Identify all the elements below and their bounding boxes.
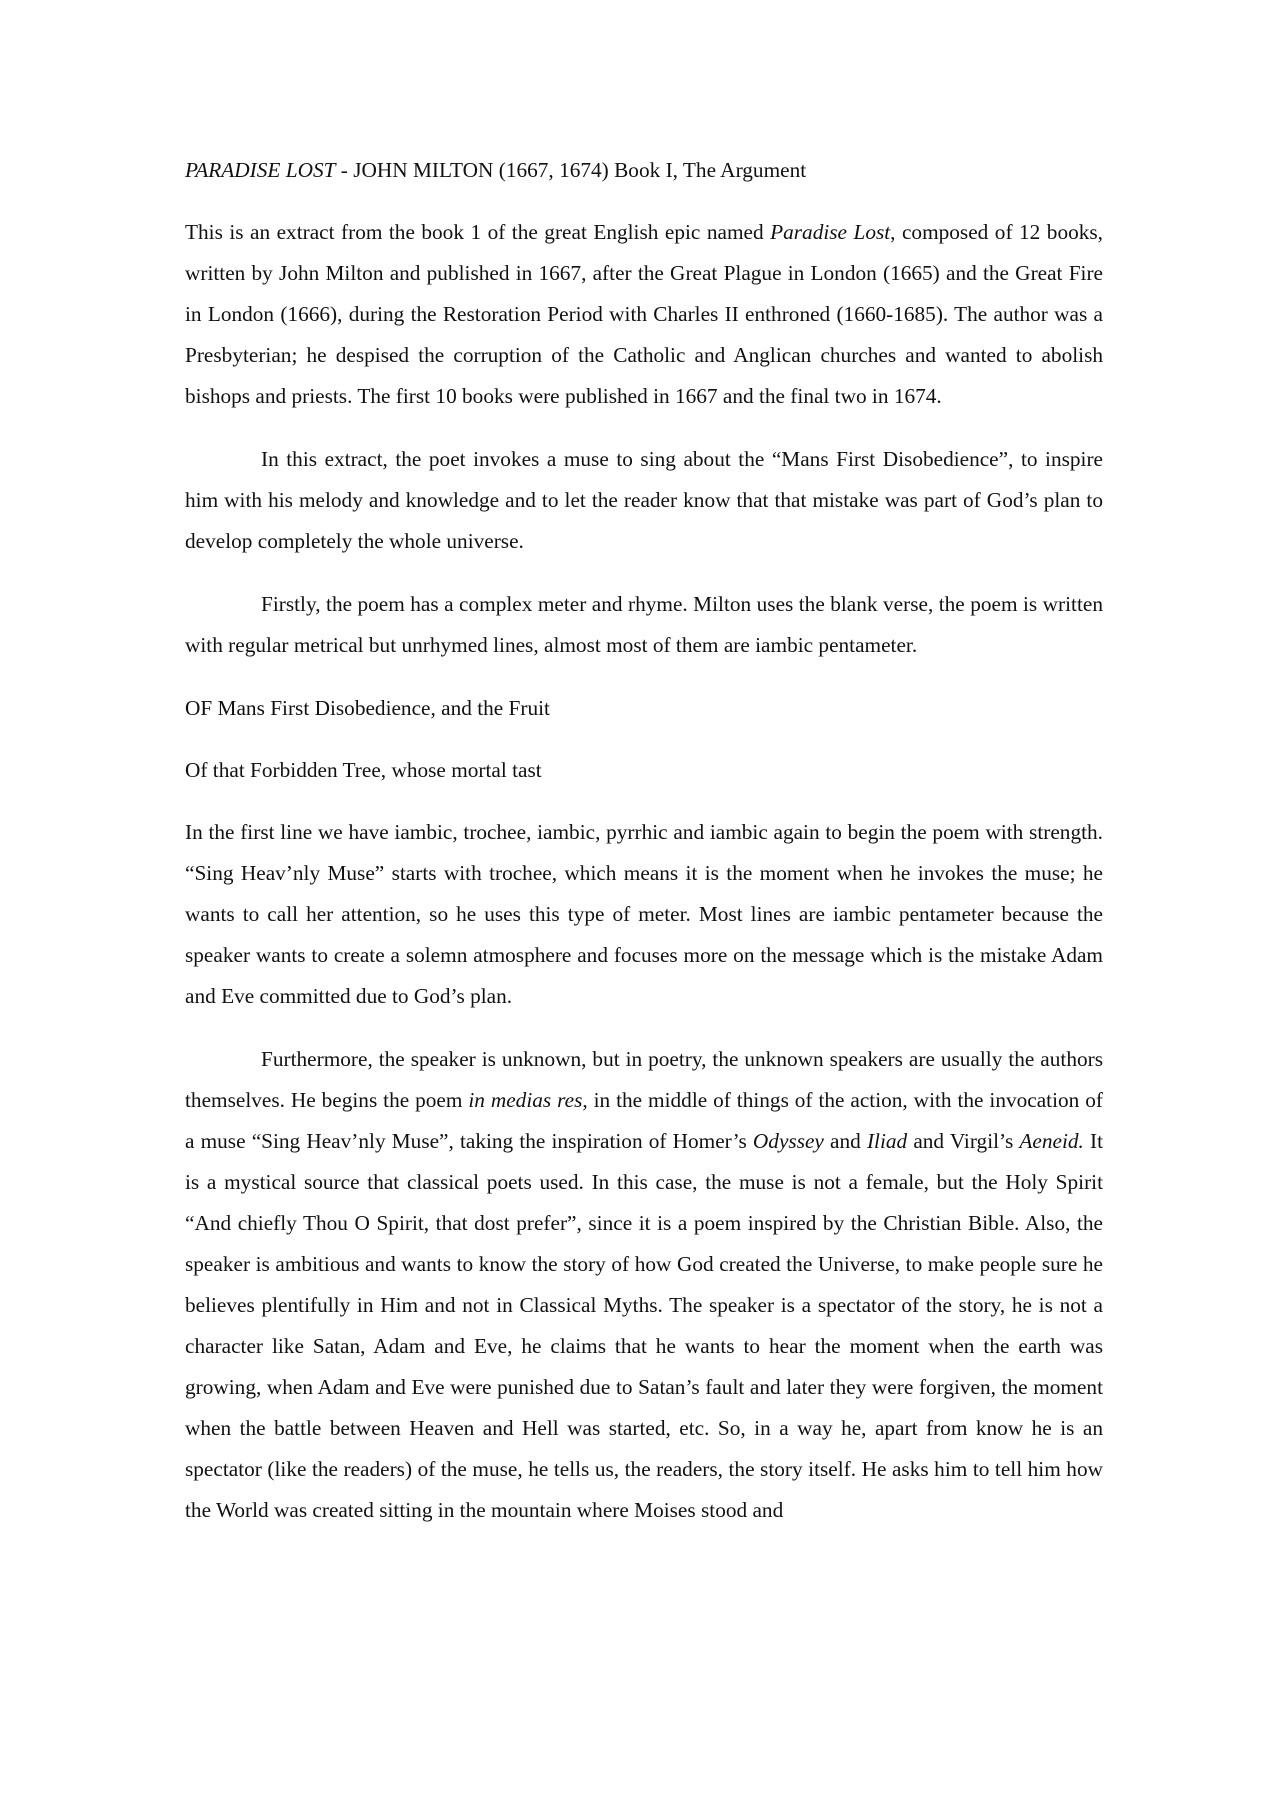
- verse-line-2: Of that Forbidden Tree, whose mortal tast: [185, 758, 542, 782]
- italic-phrase: in medias res: [468, 1088, 583, 1112]
- paragraph-text: , in the middle of things of the action, with the invocation of a muse “Sing Heav’nly Muse”, taking the inspiration of Homer’s: [185, 1088, 1103, 1153]
- italic-work-name: Odyssey: [752, 1129, 824, 1153]
- paragraph-intro: [185, 212, 1103, 417]
- italic-work-name: Paradise Lost: [770, 220, 891, 244]
- paragraph-analysis: In the first line we have iambic, trochee, iambic, pyrrhic and iambic again to begin the poem with strength. “Sing Heav’nly Muse” starts with trochee, which means it is the moment when he invokes the muse; he wants to call her attention, so he uses this type of meter. Most lines are iambic pentameter because the speaker wants to create a solemn atmosphere and focuses more on the message which is the mistake Adam and Eve committed due to God’s plan.: [185, 820, 1103, 1008]
- paragraph-speaker: [185, 1039, 1103, 1531]
- title-rest: - JOHN MILTON (1667, 1674) Book I, The Argument: [335, 158, 807, 182]
- paragraph-invocation: In this extract, the poet invokes a muse to sing about the “Mans First Disobedience”, to inspire him with his melody and knowledge and to let the reader know that that mistake was part of God’s plan to develop completely the whole universe.: [185, 447, 1103, 553]
- italic-work-name: Iliad: [866, 1129, 908, 1153]
- paragraph-text: and Virgil’s: [907, 1129, 1020, 1153]
- paragraph-meter: Firstly, the poem has a complex meter and rhyme. Milton uses the blank verse, the poem is written with regular metrical but unrhymed lines, almost most of them are iambic pentameter.: [185, 592, 1103, 657]
- paragraph-text: It is a mystical source that classical poets used. In this case, the muse is not a female, but the Holy Spirit “And chiefly Thou O Spirit, that dost prefer”, since it is a poem inspired by the Christian Bible. Also, the speaker is ambitious and wants to know the story of how God created the Universe, to make people sure he believes plentifully in Him and not in Classical Myths. The speaker is a spectator of the story, he is not a character like Satan, Adam and Eve, he claims that he wants to hear the moment when the earth was growing, when Adam and Eve were punished due to Satan’s fault and later they were forgiven, the moment when the battle between Heaven and Hell was started, etc. So, in a way he, apart from know he is an spectator (like the readers) of the muse, he tells us, the readers, the story itself. He asks him to tell him how the World was created sitting in the mountain where Moises stood and: [185, 1129, 1103, 1522]
- paragraph-text: This is an extract from the book 1 of the great English epic named: [185, 220, 771, 244]
- verse-line-1: OF Mans First Disobedience, and the Fruit: [185, 696, 550, 720]
- paragraph-text: and: [823, 1129, 867, 1153]
- work-title: PARADISE LOST: [185, 158, 336, 182]
- document-title: [185, 150, 1103, 190]
- paragraph-text: , composed of 12 books, written by John Milton and published in 1667, after the Great Plague in London (1665) and the Great Fire in London (1666), during the Restoration Period with Charles II enthroned (1660-1685). The author was a Presbyterian; he despised the corruption of the Catholic and Anglican churches and wanted to abolish bishops and priests. The first 10 books were published in 1667 and the final two in 1674.: [185, 220, 1104, 408]
- italic-work-name: Aeneid.: [1019, 1129, 1084, 1153]
- paragraph-text: Furthermore, the speaker is unknown, but in poetry, the unknown speakers are usually the authors themselves. He begins the poem: [185, 1047, 1103, 1112]
- document-page: [185, 150, 1103, 1553]
